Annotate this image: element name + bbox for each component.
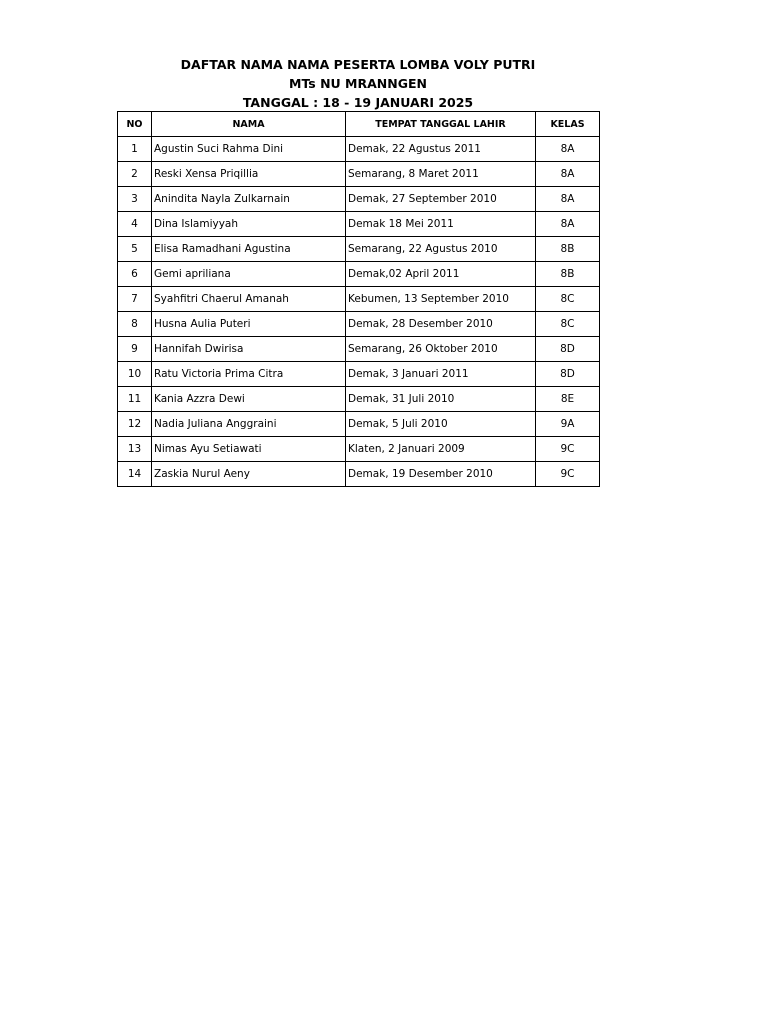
cell-kelas: 8C [536, 287, 600, 312]
title-line-2: MTs NU MRANNGEN [289, 76, 427, 91]
table-row [118, 262, 600, 287]
header-kelas: KELAS [536, 112, 600, 137]
cell-kelas: 9A [536, 412, 600, 437]
cell-kelas: 8D [536, 362, 600, 387]
cell-tempat-tanggal-lahir: Klaten, 2 Januari 2009 [346, 437, 536, 462]
cell-no: 6 [118, 262, 152, 287]
cell-no: 9 [118, 337, 152, 362]
cell-nama: Nimas Ayu Setiawati [152, 437, 346, 462]
cell-no: 2 [118, 162, 152, 187]
cell-no: 8 [118, 312, 152, 337]
table-row [118, 187, 600, 212]
cell-nama: Husna Aulia Puteri [152, 312, 346, 337]
cell-tempat-tanggal-lahir: Demak,02 April 2011 [346, 262, 536, 287]
cell-no: 7 [118, 287, 152, 312]
cell-no: 1 [118, 137, 152, 162]
cell-nama: Zaskia Nurul Aeny [152, 462, 346, 487]
cell-no: 3 [118, 187, 152, 212]
title-line-3: TANGGAL : 18 - 19 JANUARI 2025 [242, 95, 474, 110]
cell-tempat-tanggal-lahir: Demak, 19 Desember 2010 [346, 462, 536, 487]
table-row [118, 162, 600, 187]
cell-no: 13 [118, 437, 152, 462]
cell-nama: Hannifah Dwirisa [152, 337, 346, 362]
table-row [118, 387, 600, 412]
cell-no: 5 [118, 237, 152, 262]
cell-nama: Agustin Suci Rahma Dini [152, 137, 346, 162]
table-row [118, 337, 600, 362]
table-row [118, 462, 600, 487]
cell-nama: Ratu Victoria Prima Citra [152, 362, 346, 387]
cell-kelas: 8B [536, 237, 600, 262]
cell-nama: Anindita Nayla Zulkarnain [152, 187, 346, 212]
cell-kelas: 8A [536, 137, 600, 162]
cell-tempat-tanggal-lahir: Demak, 22 Agustus 2011 [346, 137, 536, 162]
cell-kelas: 8A [536, 187, 600, 212]
cell-tempat-tanggal-lahir: Demak, 5 Juli 2010 [346, 412, 536, 437]
header-ttl: TEMPAT TANGGAL LAHIR [346, 112, 536, 137]
cell-nama: Gemi apriliana [152, 262, 346, 287]
cell-kelas: 8A [536, 162, 600, 187]
header-nama: NAMA [152, 112, 346, 137]
cell-nama: Nadia Juliana Anggraini [152, 412, 346, 437]
document-heading [117, 55, 599, 112]
cell-no: 12 [118, 412, 152, 437]
cell-tempat-tanggal-lahir: Demak, 31 Juli 2010 [346, 387, 536, 412]
table-row [118, 287, 600, 312]
cell-tempat-tanggal-lahir: Demak, 28 Desember 2010 [346, 312, 536, 337]
cell-kelas: 8E [536, 387, 600, 412]
cell-tempat-tanggal-lahir: Demak 18 Mei 2011 [346, 212, 536, 237]
cell-kelas: 9C [536, 437, 600, 462]
cell-kelas: 8C [536, 312, 600, 337]
title-line-1: DAFTAR NAMA NAMA PESERTA LOMBA VOLY PUTRI [180, 57, 536, 72]
cell-kelas: 8B [536, 262, 600, 287]
cell-kelas: 9C [536, 462, 600, 487]
cell-tempat-tanggal-lahir: Semarang, 26 Oktober 2010 [346, 337, 536, 362]
table-row [118, 237, 600, 262]
cell-tempat-tanggal-lahir: Demak, 3 Januari 2011 [346, 362, 536, 387]
table-row [118, 437, 600, 462]
table-row [118, 362, 600, 387]
cell-nama: Kania Azzra Dewi [152, 387, 346, 412]
cell-no: 4 [118, 212, 152, 237]
cell-nama: Elisa Ramadhani Agustina [152, 237, 346, 262]
table-header-row [118, 112, 600, 137]
header-no: NO [118, 112, 152, 137]
table-row [118, 412, 600, 437]
cell-tempat-tanggal-lahir: Semarang, 22 Agustus 2010 [346, 237, 536, 262]
cell-nama: Dina Islamiyyah [152, 212, 346, 237]
cell-tempat-tanggal-lahir: Demak, 27 September 2010 [346, 187, 536, 212]
table-row [118, 312, 600, 337]
participant-table [117, 111, 600, 487]
cell-nama: Syahfitri Chaerul Amanah [152, 287, 346, 312]
cell-kelas: 8D [536, 337, 600, 362]
table-body [118, 137, 600, 487]
cell-no: 14 [118, 462, 152, 487]
cell-no: 10 [118, 362, 152, 387]
cell-kelas: 8A [536, 212, 600, 237]
table-row [118, 137, 600, 162]
cell-nama: Reski Xensa Priqillia [152, 162, 346, 187]
table-row [118, 212, 600, 237]
cell-tempat-tanggal-lahir: Semarang, 8 Maret 2011 [346, 162, 536, 187]
cell-no: 11 [118, 387, 152, 412]
cell-tempat-tanggal-lahir: Kebumen, 13 September 2010 [346, 287, 536, 312]
